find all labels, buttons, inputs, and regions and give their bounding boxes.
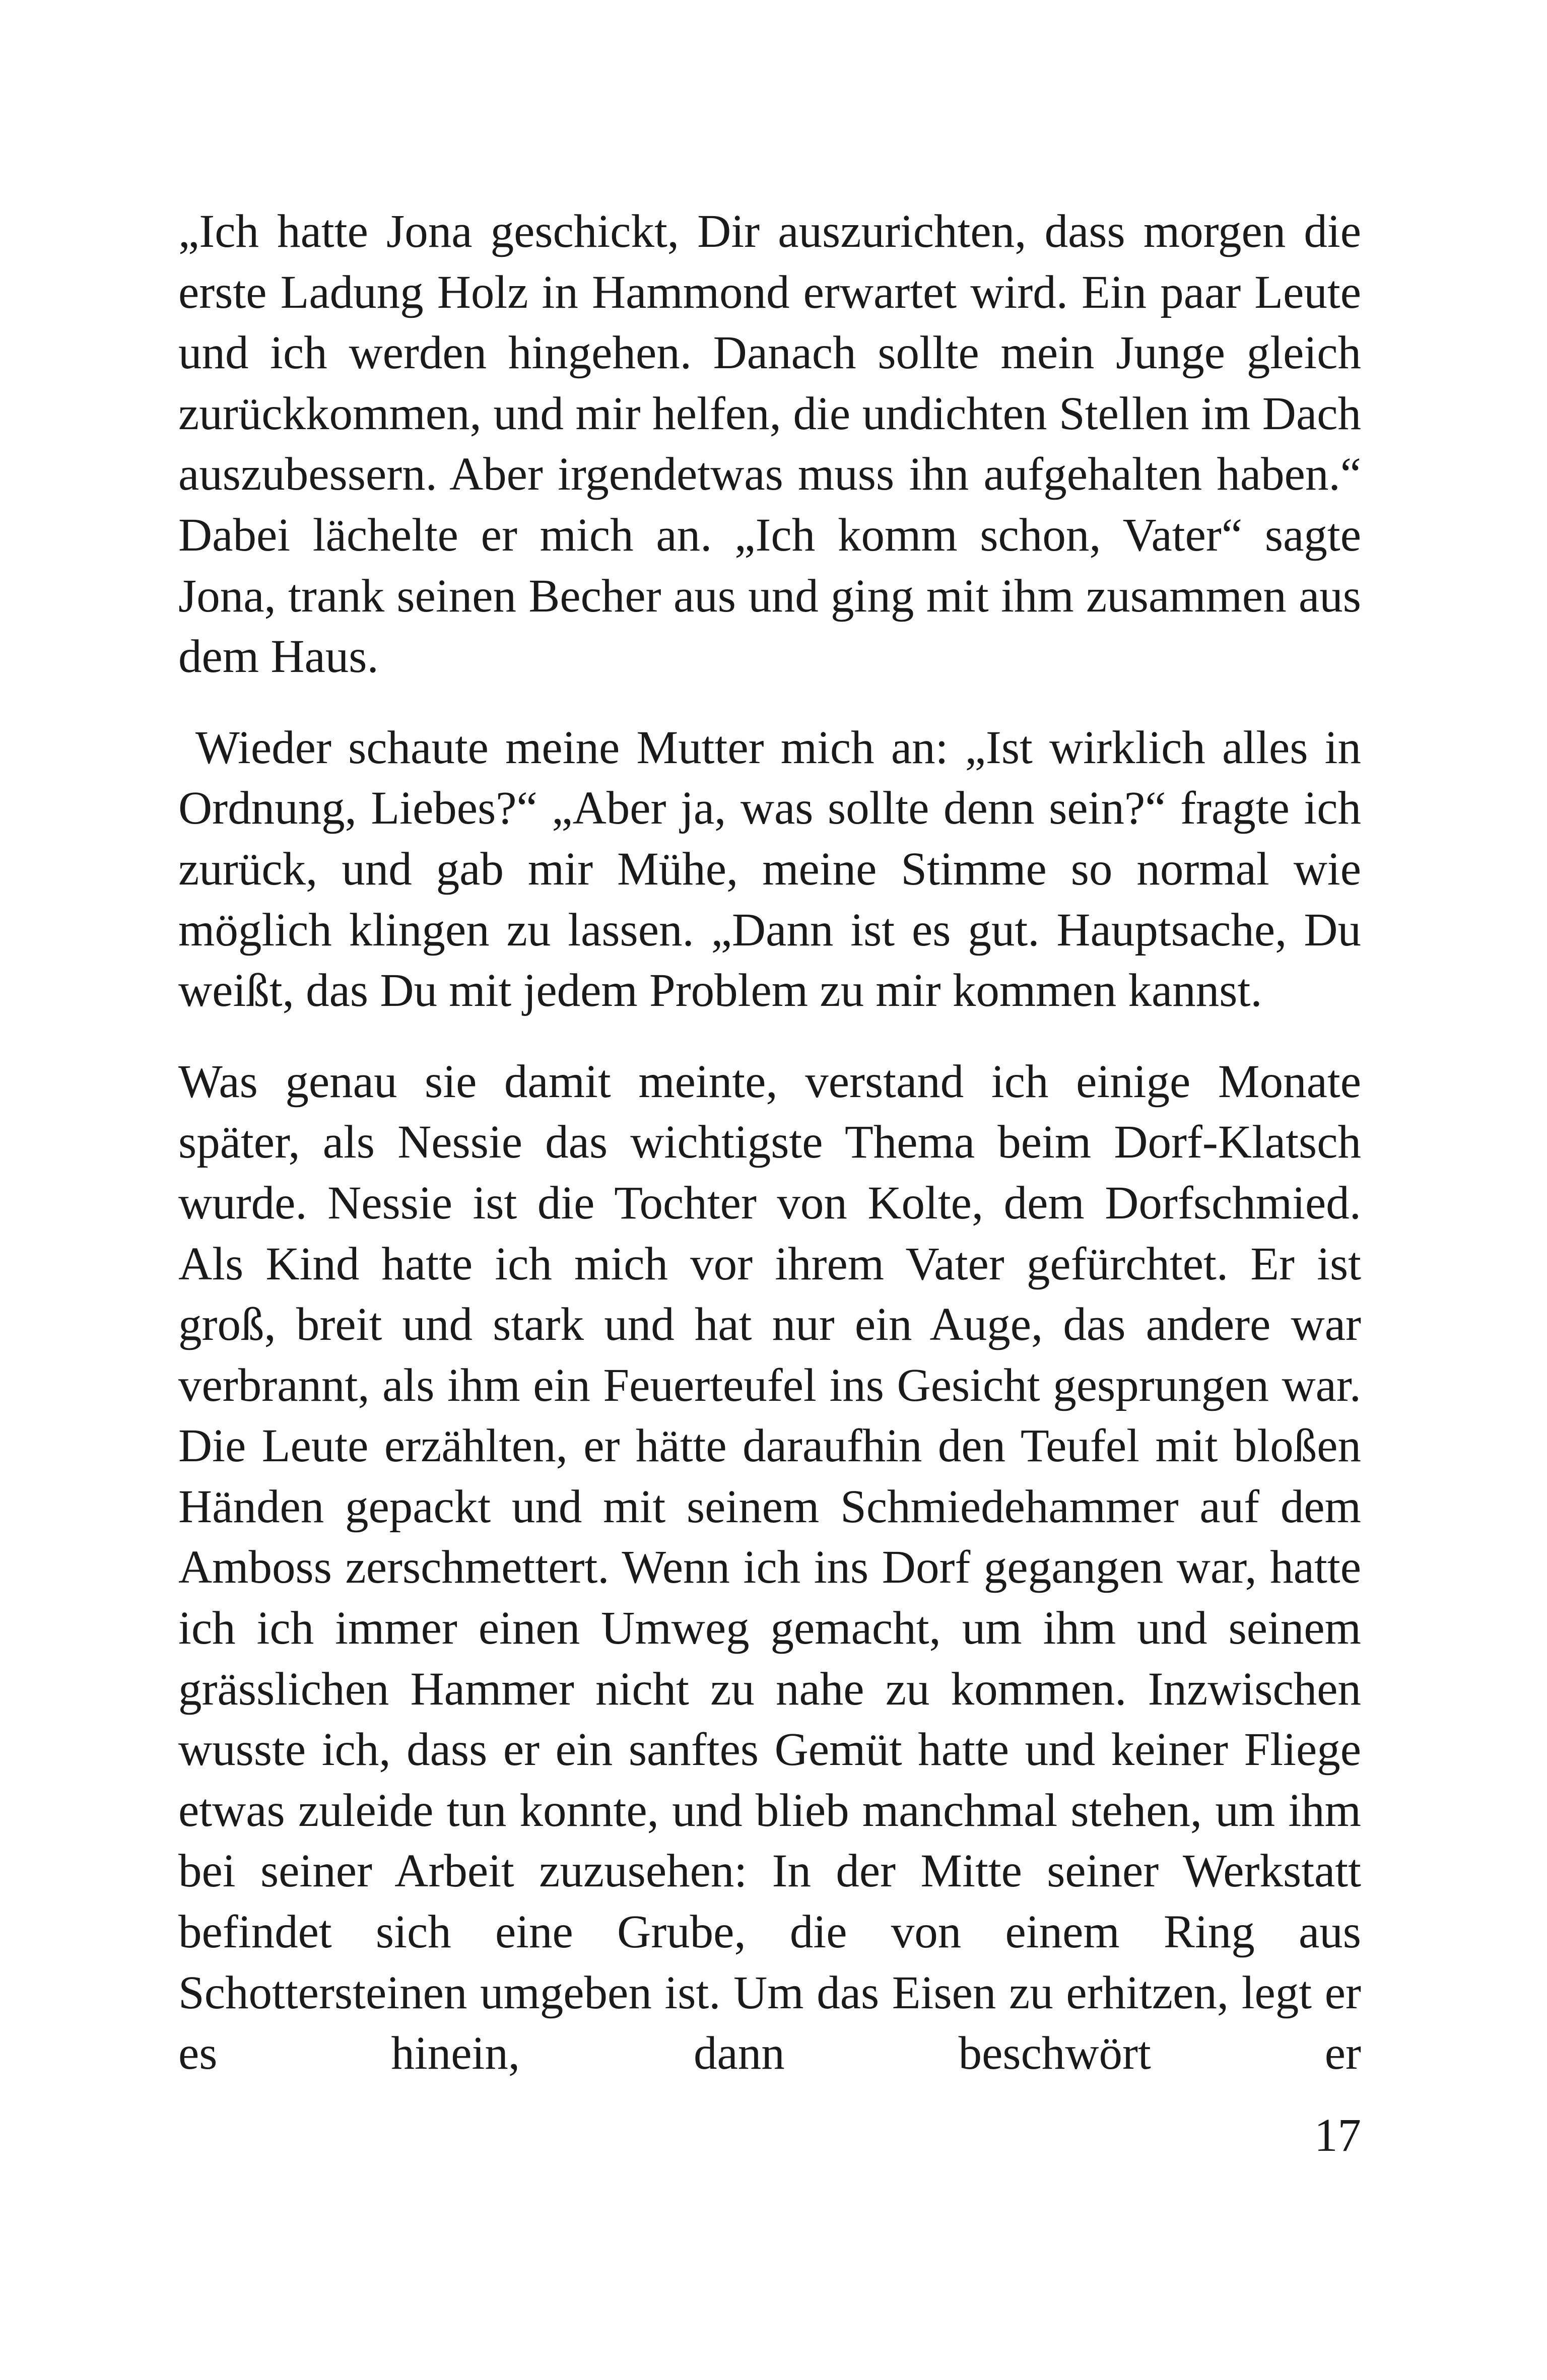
paragraph-2: Wieder schaute meine Mutter mich an: „Ist wirklich alles in Ordnung, Liebes?“ „Aber ja, was sollte denn sein?“ fragte ich zurück, und gab mir Mühe, meine Stimme so normal wie möglich klingen zu lassen. „Dann ist es gut. Hauptsache, Du weißt, das Du mit jedem Problem zu mir kommen kannst.: [178, 721, 1361, 1017]
paragraph-1: „Ich hatte Jona geschickt, Dir auszurichten, dass morgen die erste Ladung Holz in Hammond erwartet wird. Ein paar Leute und ich werden hingehen. Danach sollte mein Junge gleich zurückkommen, und mir helfen, die undichten Stellen im Dach auszubessern. Aber irgendetwas muss ihn aufgehalten haben.“ Dabei lächelte er mich an. „Ich komm schon, Vater“ sagte Jona, trank seinen Becher aus und ging mit ihm zusammen aus dem Haus.: [178, 206, 1361, 683]
paragraph-3: Was genau sie damit meinte, verstand ich einige Monate später, als Nessie das wichtigste Thema beim Dorf-Klatsch wurde. Nessie ist die Tochter von Kolte, dem Dorfschmied. Als Kind hatte ich mich vor ihrem Vater gefürchtet. Er ist groß, breit und stark und hat nur ein Auge, das andere war verbrannt, als ihm ein Feuerteufel ins Gesicht gesprungen war. Die Leute erzählten, er hätte daraufhin den Teufel mit bloßen Händen gepackt und mit seinem Schmiedehammer auf dem Amboss zerschmettert. Wenn ich ins Dorf gegangen war, hatte ich ich immer einen Umweg gemacht, um ihm und seinem grässlichen Hammer nicht zu nahe zu kommen. Inzwischen wusste ich, dass er ein sanftes Gemüt hatte und keiner Fliege etwas zuleide tun konnte, und blieb manchmal stehen, um ihm bei seiner Arbeit zuzusehen: In der Mitte seiner Werkstatt befindet sich eine Grube, die von einem Ring aus Schottersteinen umgeben ist. Um das Eisen zu erhitzen, legt er es hinein, dann beschwört er: [178, 1055, 1361, 2080]
page-number: 17: [1314, 2110, 1361, 2161]
body-text: [178, 201, 1361, 2084]
